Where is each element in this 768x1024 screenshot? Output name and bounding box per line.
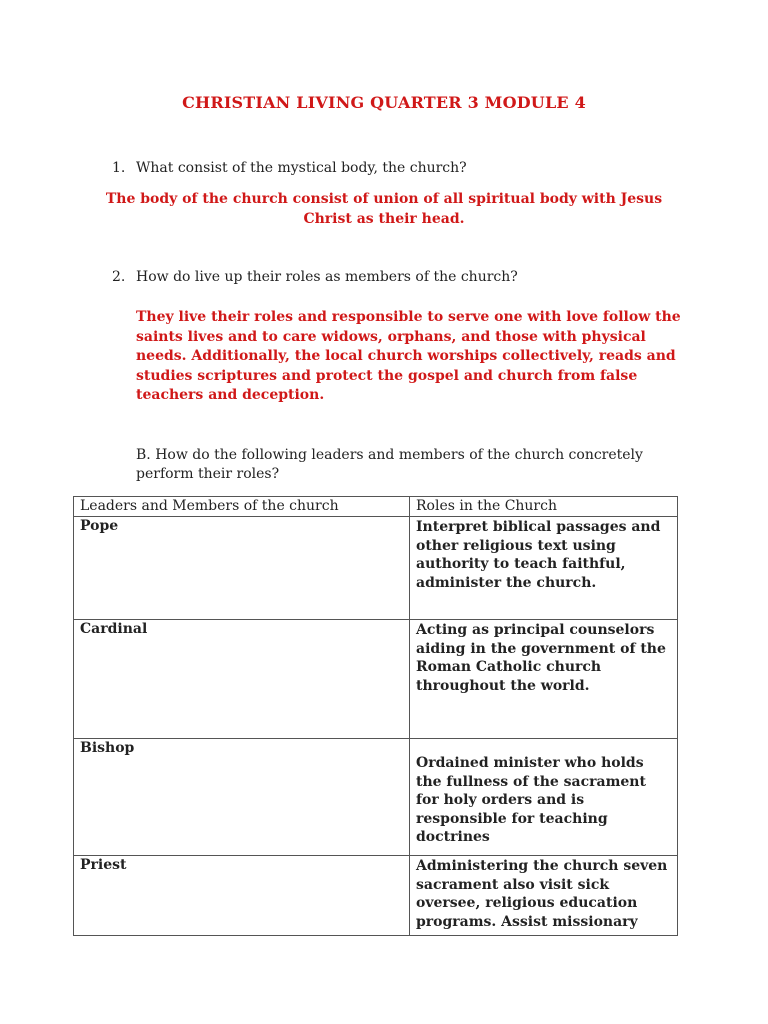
question-1-text: What consist of the mystical body, the church? [136,160,467,176]
question-2-number: 2. [112,269,126,285]
document-title: CHRISTIAN LIVING QUARTER 3 MODULE 4 [182,93,586,112]
table-row [74,739,678,856]
role-text: Ordained minister who holds the fullness of the sacrament for holy orders and is responsible for teaching doctrines [416,755,646,845]
role-cell: Interpret biblical passages and other religious text using authority to teach faithful, administer the church. [410,517,678,620]
leader-cell: Bishop [74,739,410,856]
section-b-prompt: B. How do the following leaders and members of the church concretely perform their roles? [136,447,643,482]
answer-1: The body of the church consist of union of all spiritual body with Jesus Christ as their head. [105,191,663,227]
leader-cell: Pope [74,517,410,620]
question-2-text: How do live up their roles as members of the church? [136,269,518,285]
role-cell: Administering the church seven sacrament also visit sick oversee, religious education programs. Assist missionary [410,856,678,936]
table-header-row [74,497,678,517]
role-cell: Acting as principal counselors aiding in the government of the Roman Catholic church throughout the world. [410,620,678,739]
leader-cell: Cardinal [74,620,410,739]
table-row [74,856,678,936]
leader-cell: Priest [74,856,410,936]
question-2 [112,269,518,285]
question-1 [112,160,467,176]
answer-2: They live their roles and responsible to serve one with love follow the saints lives and to care widows, orphans, and those with physical needs. Additionally, the local church worships collectively, reads and studies scriptures and protect the gospel and church from false teachers and deception. [136,309,681,404]
table-row [74,620,678,739]
roles-table [73,496,678,936]
header-roles: Roles in the Church [410,497,678,517]
question-1-number: 1. [112,160,126,176]
header-leaders: Leaders and Members of the church [74,497,410,517]
role-cell [410,739,678,856]
table-row [74,517,678,620]
